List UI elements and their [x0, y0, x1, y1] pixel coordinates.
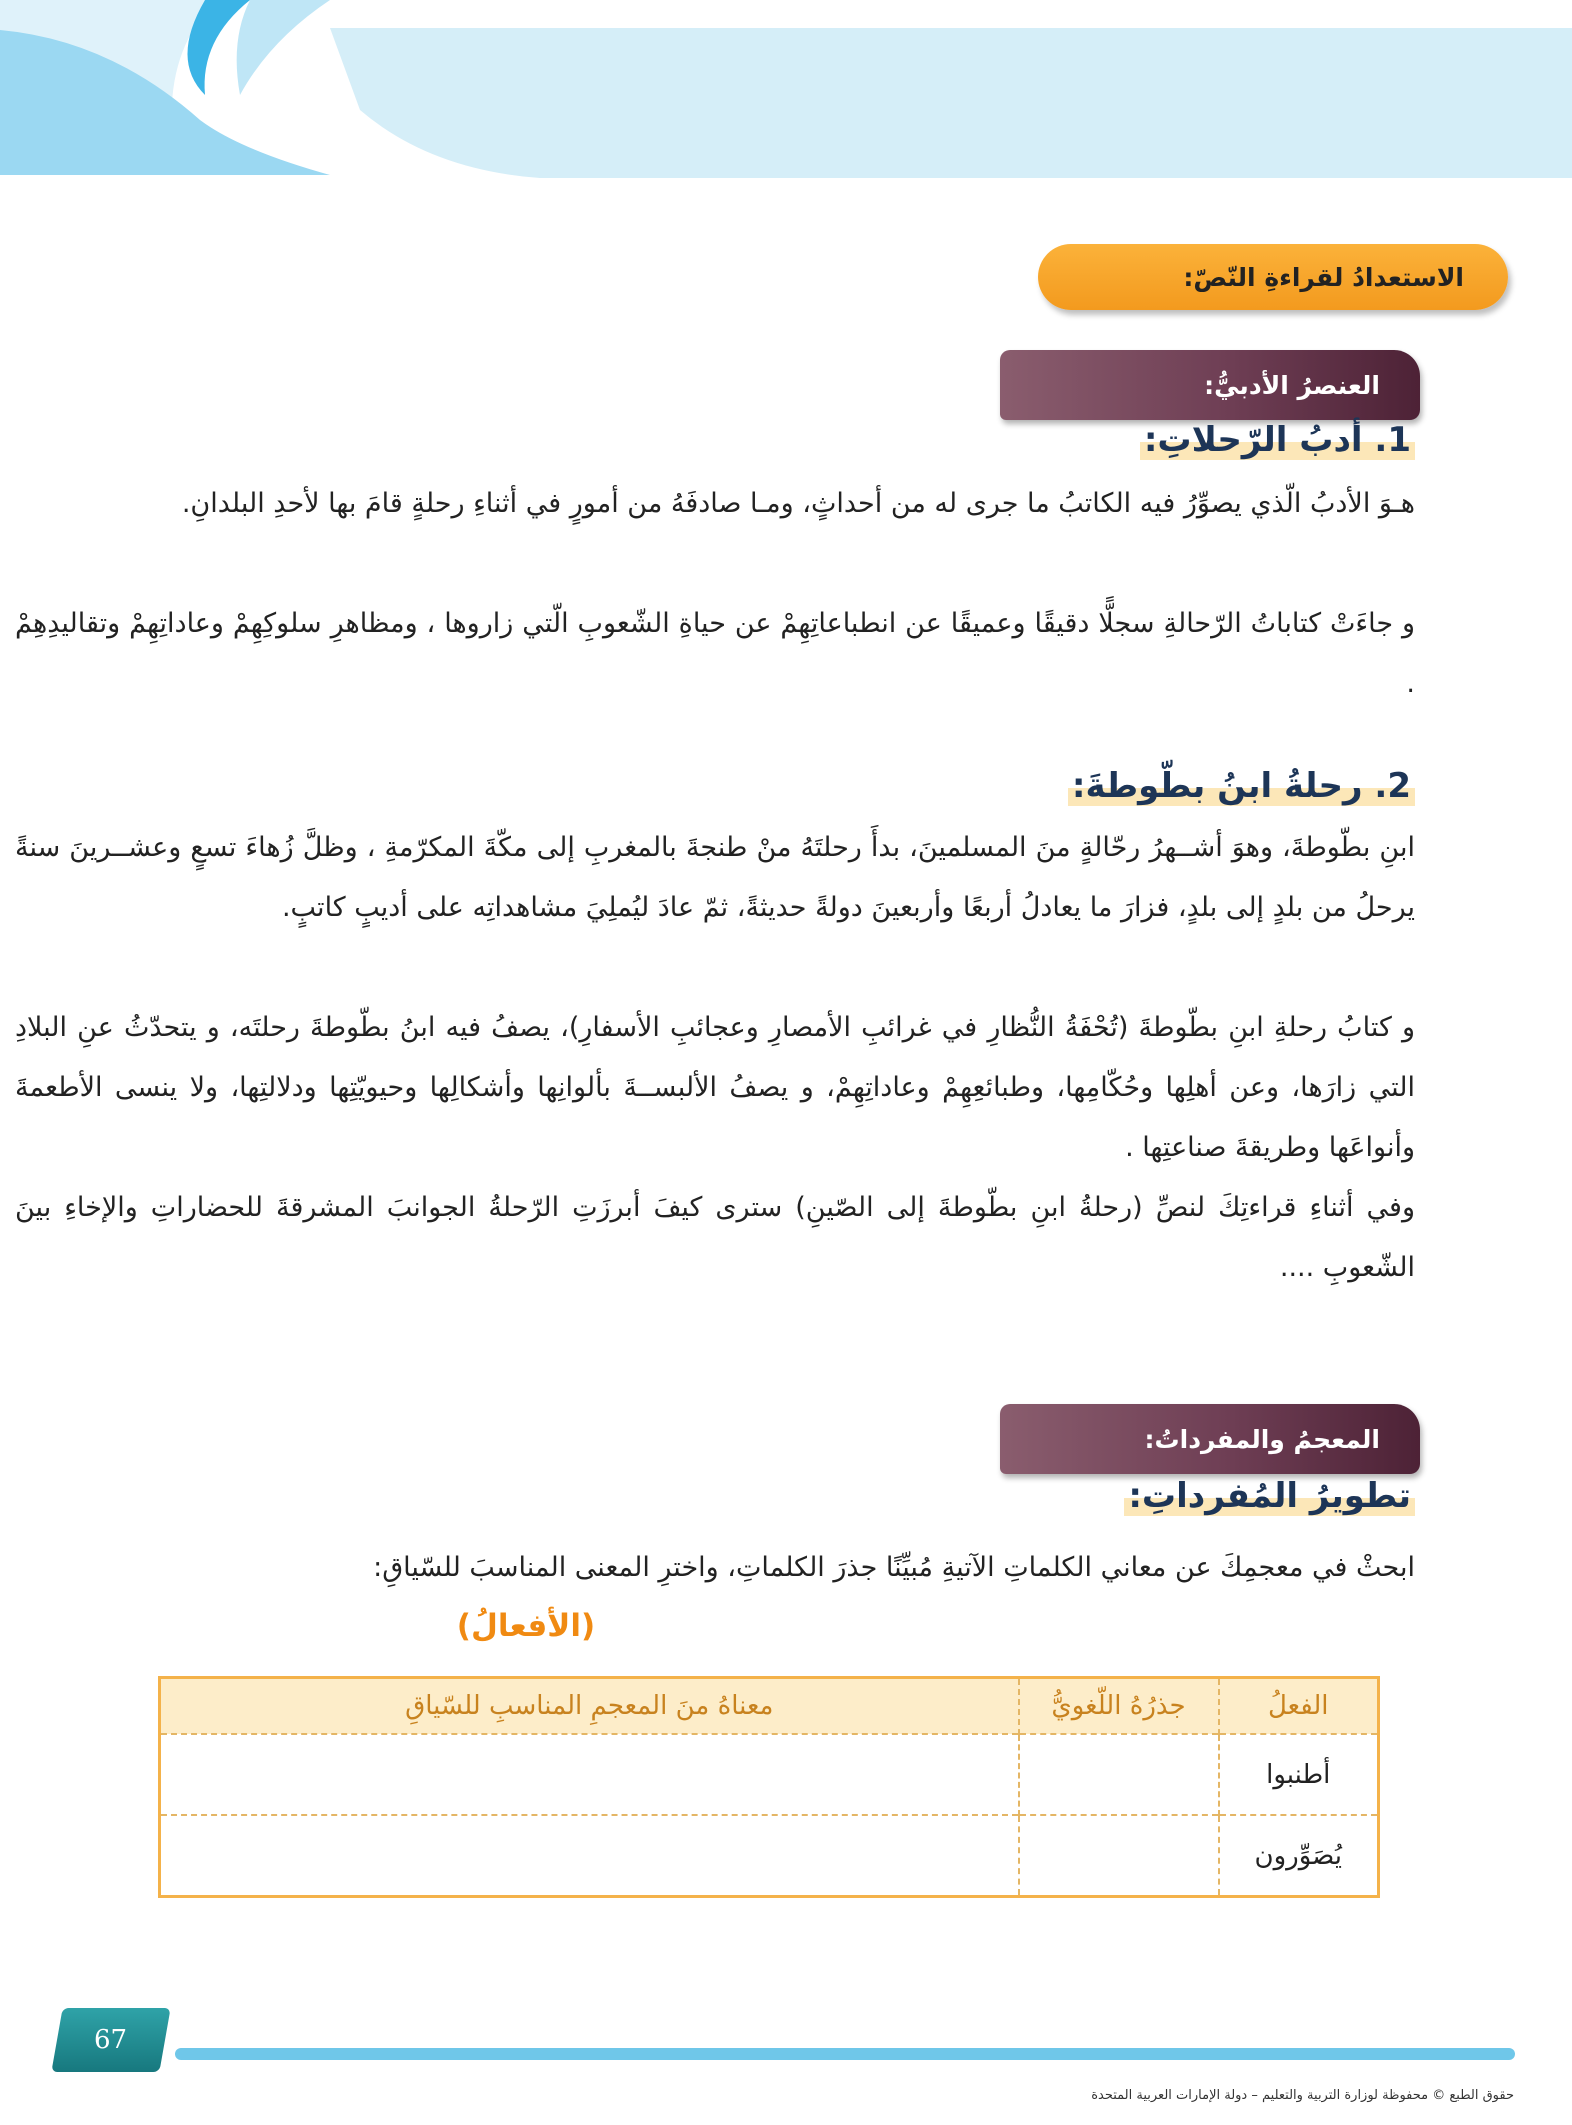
- section-title-vocab-development: تطويرُ المُفرداتِ:: [1124, 1476, 1415, 1516]
- literary-element-label: العنصرُ الأدبيُّ:: [1204, 370, 1380, 400]
- root-cell[interactable]: [1019, 1815, 1219, 1897]
- readiness-header: [1038, 244, 1508, 310]
- travel-literature-records: و جاءَتْ كتاباتُ الرّحالةِ سجلًّا دقيقًا وعميقًا عن انطباعاتِهِمْ عن حياةِ الشّعوبِ الّتي زاروها ، ومظاهرِ سلوكِهِمْ وعاداتِهِمْ وتقاليدِهِمْ .: [15, 608, 1415, 699]
- literary-element-tab: [1000, 350, 1420, 420]
- verb-cell: يُصَوِّرون: [1219, 1815, 1379, 1897]
- copyright-text: حقوق الطبع © محفوظة لوزارة التربية والتعليم – دولة الإمارات العربية المتحدة: [1091, 2088, 1514, 2103]
- readiness-label: الاستعدادُ لقراءةِ النّصّ:: [1183, 262, 1464, 292]
- verb-cell: أطنبوا: [1219, 1734, 1379, 1815]
- vocab-label: المعجمُ والمفرداتُ:: [1144, 1424, 1380, 1454]
- table-header-row: [160, 1678, 1379, 1735]
- table-row: [160, 1734, 1379, 1815]
- meaning-cell[interactable]: [160, 1734, 1019, 1815]
- ibn-battuta-book: و كتابُ رحلةِ ابنِ بطّوطةَ (تُحْفَةُ النُّظارِ في غرائبِ الأمصارِ وعجائبِ الأسفارِ)، يصفُ فيه ابنُ بطّوطةَ رحلتَه، و يتحدّثُ عنِ البلادِ التي زارَها، وعن أهلِها وحُكّامِها، وطبائعِهِمْ وعاداتِهِمْ، و يصفُ الألبســةَ بألوانِها وأشكالِها وحيويّتِها ودلالتِها، ولا ينسى الأطعمةَ وأنواعَها وطريقةَ صناعتِها .: [15, 1012, 1415, 1163]
- root-cell[interactable]: [1019, 1734, 1219, 1815]
- table-row: [160, 1815, 1379, 1897]
- reading-preview: وفي أثناءِ قراءتِكَ لنصِّ (رحلةُ ابنِ بطّوطةَ إلى الصّينِ) سترى كيفَ أبرزَتِ الرّحلةُ الجوانبَ المشرقةَ للحضاراتِ والإخاءِ بينَ الشّعوبِ ....: [15, 1192, 1415, 1283]
- travel-literature-definition: هـوَ الأدبُ الّذي يصوِّرُ فيه الكاتبُ ما جرى له من أحداثٍ، ومـا صادفَهُ من أمورٍ في أثناءِ رحلةٍ قامَ بها لأحدِ البلدانِ.: [181, 488, 1415, 519]
- verbs-label: (الأفعالُ): [456, 1608, 596, 1644]
- vocab-tab: [1000, 1404, 1420, 1474]
- section-title-travel-literature: 1. أدبُ الرّحلاتِ:: [1140, 420, 1415, 460]
- header-meaning: معناهُ منَ المعجمِ المناسبِ للسّياقِ: [160, 1678, 1019, 1735]
- header-root: جذرُهُ اللّغويُّ: [1019, 1678, 1219, 1735]
- top-banner: [0, 0, 1572, 200]
- meaning-cell[interactable]: [160, 1815, 1019, 1897]
- vocab-table: [158, 1676, 1380, 1898]
- footer-bar: [175, 2048, 1515, 2060]
- page-number: 67: [94, 2025, 128, 2055]
- section-title-ibn-battuta: 2. رحلةُ ابنُ بطّوطةَ:: [1068, 766, 1415, 806]
- vocab-instruction: ابحثْ في معجمِكَ عن معاني الكلماتِ الآتيةِ مُبيِّنًا جذرَ الكلماتِ، واخترِ المعنى المناسبَ للسّياقِ:: [373, 1552, 1415, 1583]
- page-number-tab: [51, 2008, 170, 2072]
- ibn-battuta-journey: ابنِ بطّوطةَ، وهوَ أشــهرُ رحّالةٍ منَ المسلمينَ، بدأَ رحلتَهُ منْ طنجةَ بالمغربِ إلى مكّةَ المكرّمةِ ، وظلَّ زُهاءَ تسعٍ وعشــرينَ سنةً يرحلُ من بلدٍ إلى بلدٍ، فزارَ ما يعادلُ أربعًا وأربعينَ دولةً حديثةً، ثمّ عادَ ليُملِيَ مشاهداتِه على أديبٍ كاتبٍ.: [15, 832, 1415, 923]
- header-verb: الفعلُ: [1219, 1678, 1379, 1735]
